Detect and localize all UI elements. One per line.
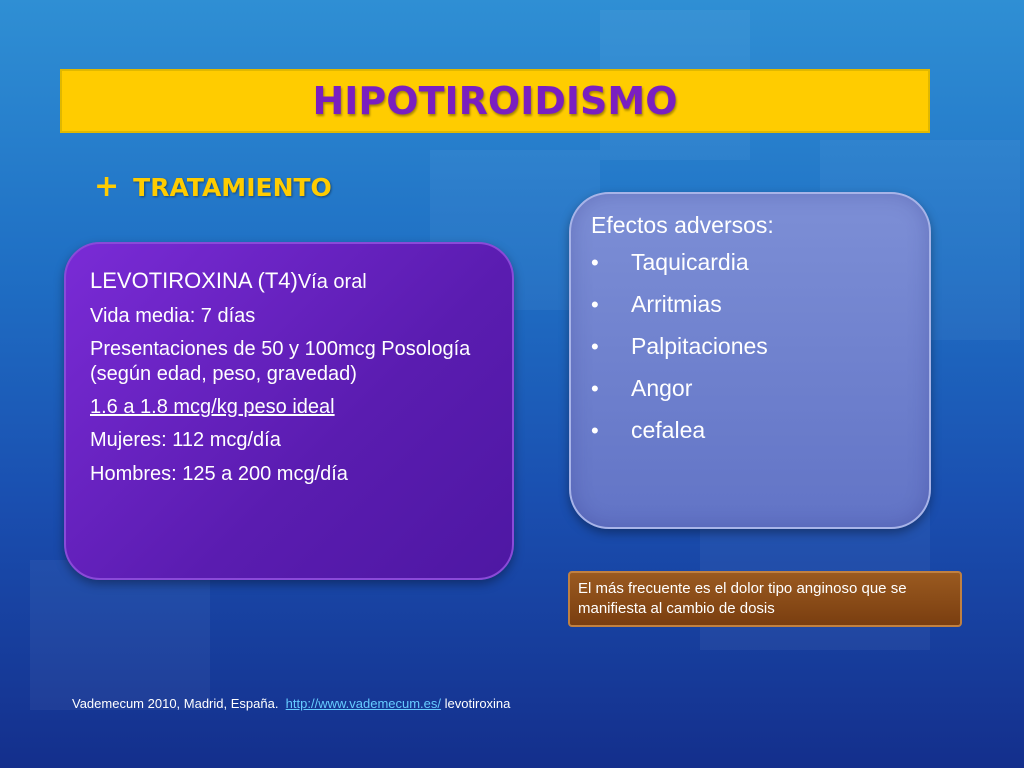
adverse-effects-title: Efectos adversos: [591, 212, 774, 238]
list-item [591, 291, 909, 318]
list-item-label: cefalea [631, 417, 706, 443]
half-life: Vida media: 7 días [90, 304, 256, 327]
bullet-icon: • [591, 249, 599, 275]
list-item [591, 375, 909, 402]
ideal-dose: 1.6 a 1.8 mcg/kg peso ideal [90, 396, 335, 418]
background-square [30, 560, 210, 710]
footer-suffix: levotiroxina [444, 696, 511, 711]
list-item [591, 333, 909, 360]
list-item-label: Taquicardia [631, 249, 749, 275]
adverse-effects-box [569, 192, 931, 529]
footer-source: Vademecum 2010, Madrid, España. [72, 696, 279, 711]
slide-title: HIPOTIROIDISMO [312, 79, 678, 123]
drug-info-box [64, 242, 514, 580]
list-item [591, 249, 909, 276]
bullet-icon: • [591, 333, 599, 359]
footer-citation [72, 696, 510, 711]
women-dose: Mujeres: 112 mcg/día [90, 429, 281, 452]
section-heading [94, 169, 332, 204]
list-item-label: Angor [631, 375, 693, 401]
bullet-icon: • [591, 291, 599, 317]
list-item [591, 417, 909, 444]
section-heading-text: TRATAMIENTO [133, 172, 332, 202]
footer-link[interactable]: http://www.vademecum.es/ [285, 696, 442, 711]
plus-icon: + [94, 169, 120, 204]
title-bar [60, 69, 930, 133]
bullet-icon: • [591, 375, 599, 401]
drug-route: Vía oral [297, 271, 367, 293]
presentations: Presentaciones de 50 y 100mcg Posología (según edad, peso, gravedad) [90, 338, 471, 385]
note-box: El más frecuente es el dolor tipo anginoso que se manifiesta al cambio de dosis [568, 571, 962, 627]
adverse-effects-list [591, 249, 909, 444]
men-dose: Hombres: 125 a 200 mcg/día [90, 462, 348, 485]
list-item-label: Arritmias [631, 291, 722, 317]
bullet-icon: • [591, 417, 599, 443]
drug-name-line [90, 268, 490, 295]
list-item-label: Palpitaciones [631, 333, 768, 359]
drug-name: LEVOTIROXINA (T4) [90, 268, 298, 293]
